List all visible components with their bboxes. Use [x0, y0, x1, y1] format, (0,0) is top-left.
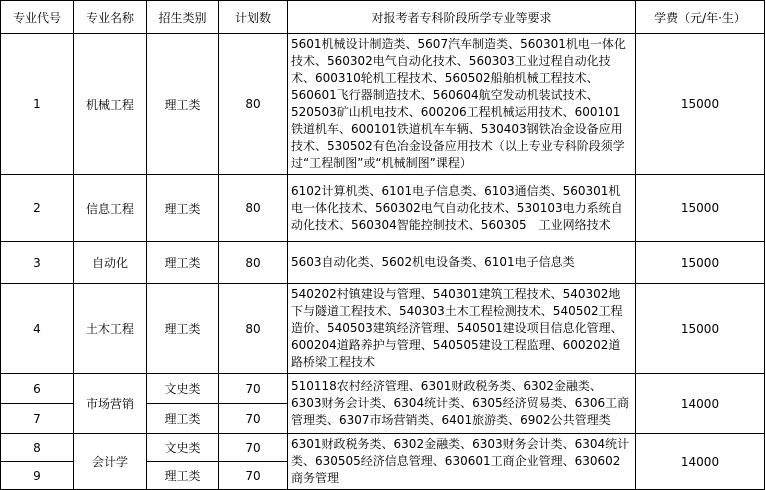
header-requirement: 对报考者专科阶段所学专业等要求 — [288, 1, 636, 34]
major-name: 机械工程 — [74, 34, 147, 175]
requirement-text: 6102计算机类、6101电子信息类、6103通信类、560301机电一体化技术、560302电气自动化技术、530103电力系统自动化技术、560304智能控制技术、560305 工业网络技术 — [288, 175, 636, 242]
plan-count: 70 — [219, 462, 288, 490]
requirement-text: 6301财政税务类、6302金融类、6303财务会计类、6304统计类、630505经济信息管理、630601工商企业管理、630602商务管理 — [288, 434, 636, 490]
header-category: 招生类别 — [147, 1, 219, 34]
requirement-text: 5603自动化类、5602机电设备类、6101电子信息类 — [288, 242, 636, 284]
table-row — [1, 434, 765, 462]
header-name: 专业名称 — [74, 1, 147, 34]
enroll-category: 理工类 — [147, 462, 219, 490]
major-code: 7 — [1, 404, 74, 434]
plan-count: 70 — [219, 434, 288, 462]
header-row — [1, 1, 765, 34]
tuition: 14000 — [636, 434, 765, 490]
table-row — [1, 242, 765, 284]
plan-count: 80 — [219, 34, 288, 175]
plan-count: 80 — [219, 284, 288, 374]
major-code: 9 — [1, 462, 74, 490]
requirement-text: 510118农村经济管理、6301财政税务类、6302金融类、6303财务会计类、6304统计类、6305经济贸易类、6306工商管理类、6307市场营销类、6401旅游类、6902公共管理类 — [288, 374, 636, 434]
major-name: 市场营销 — [74, 374, 147, 434]
plan-count: 70 — [219, 374, 288, 404]
major-code: 8 — [1, 434, 74, 462]
enroll-category: 文史类 — [147, 374, 219, 404]
tuition: 15000 — [636, 284, 765, 374]
enroll-category: 理工类 — [147, 404, 219, 434]
table-row — [1, 374, 765, 404]
major-name: 土木工程 — [74, 284, 147, 374]
major-code: 2 — [1, 175, 74, 242]
major-name: 会计学 — [74, 434, 147, 490]
enroll-category: 理工类 — [147, 175, 219, 242]
major-code: 3 — [1, 242, 74, 284]
enroll-category: 理工类 — [147, 242, 219, 284]
major-name: 自动化 — [74, 242, 147, 284]
major-code: 1 — [1, 34, 74, 175]
tuition: 14000 — [636, 374, 765, 434]
enroll-category: 文史类 — [147, 434, 219, 462]
tuition: 15000 — [636, 242, 765, 284]
requirement-text: 5601机械设计制造类、5607汽车制造类、560301机电一体化技术、560302电气自动化技术、560303工业过程自动化技术、600310轮机工程技术、560502船舶机械工程技术、560601飞行器制造技术、560604航空发动机装试技术、520503矿山机电技术、600206工程机械运用技术、600101铁道机车、600101铁道机车车辆、530403钢铁冶金设备应用技术、530502有色冶金设备应用技术（以上专业专科阶段须学过“工程制图”或“机械制图”课程） — [288, 34, 636, 175]
enroll-category: 理工类 — [147, 34, 219, 175]
header-plan: 计划数 — [219, 1, 288, 34]
major-code: 6 — [1, 374, 74, 404]
plan-count: 80 — [219, 175, 288, 242]
table-row — [1, 34, 765, 175]
table-row — [1, 175, 765, 242]
tuition: 15000 — [636, 34, 765, 175]
plan-count: 70 — [219, 404, 288, 434]
enroll-category: 理工类 — [147, 284, 219, 374]
table-row — [1, 284, 765, 374]
header-code: 专业代号 — [1, 1, 74, 34]
plan-count: 80 — [219, 242, 288, 284]
major-code: 4 — [1, 284, 74, 374]
requirement-text: 540202村镇建设与管理、540301建筑工程技术、540302地下与隧道工程技术、540303土木工程检测技术、540502工程造价、540503建筑经济管理、540501建设项目信息化管理、600204道路养护与管理、540505建设工程监理、600202道路桥梁工程技术 — [288, 284, 636, 374]
header-tuition: 学费（元/年·生） — [636, 1, 765, 34]
tuition: 15000 — [636, 175, 765, 242]
major-name: 信息工程 — [74, 175, 147, 242]
